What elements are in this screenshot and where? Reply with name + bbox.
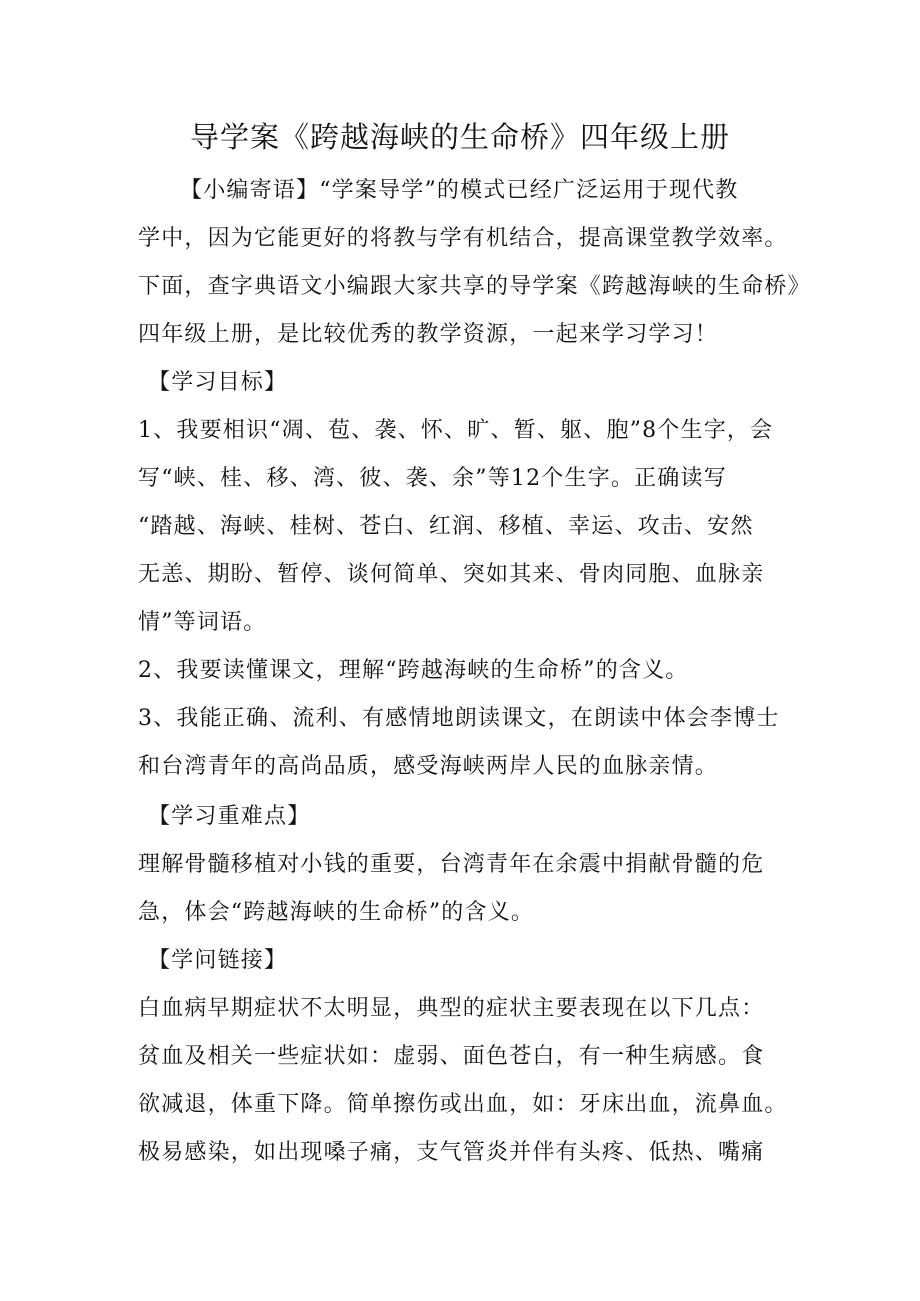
section-heading-key-points: 【学习重难点】: [148, 804, 311, 829]
intro-line-2: 学中，因为它能更好的将教与学有机结合，提高课堂教学效率。: [138, 226, 788, 251]
goals-line-1: 1、我要相识“凋、苞、袭、怀、旷、暂、躯、胞”8个生字，会: [138, 418, 774, 443]
intro-line-1: 【小编寄语】“学案导学”的模式已经广泛运用于现代教: [180, 178, 739, 203]
intro-line-3: 下面，查字典语文小编跟大家共享的导学案《跨越海峡的生命桥》: [138, 274, 811, 299]
knowledge-line-2: 贫血及相关一些症状如：虚弱、面色苍白，有一种生病感。食: [138, 1044, 765, 1069]
goals-line-2: 写“峡、桂、移、湾、彼、袭、余”等12个生字。正确读写: [138, 466, 727, 491]
key-points-line-2: 急，体会“跨越海峡的生命桥”的含义。: [138, 900, 535, 925]
key-points-line-1: 理解骨髓移植对小钱的重要，台湾青年在余震中捐献骨髓的危: [138, 852, 765, 877]
goals-line-8: 和台湾青年的高尚品质，感受海峡两岸人民的血脉亲情。: [138, 754, 719, 779]
goals-line-7: 3、我能正确、流利、有感情地朗读课文，在朗读中体会李博士: [138, 706, 780, 731]
section-heading-goals: 【学习目标】: [148, 370, 288, 395]
intro-line-4: 四年级上册，是比较优秀的教学资源，一起来学习学习！: [138, 322, 719, 347]
knowledge-line-3: 欲减退，体重下降。简单擦伤或出血，如：牙床出血，流鼻血。: [138, 1092, 788, 1117]
knowledge-line-4: 极易感染，如出现嗓子痛，支气管炎并伴有头疼、低热、嘴痛: [138, 1140, 765, 1165]
section-heading-knowledge: 【学问链接】: [148, 948, 288, 973]
goals-line-5: 情”等词语。: [138, 610, 267, 635]
goals-line-3: “踏越、海峡、桂树、苍白、红润、移植、幸运、攻击、安然: [138, 514, 754, 539]
goals-line-4: 无恙、期盼、暂停、谈何简单、突如其来、骨肉同胞、血脉亲: [138, 562, 765, 587]
knowledge-line-1: 白血病早期症状不太明显，典型的症状主要表现在以下几点：: [138, 996, 765, 1021]
document-title: 导学案《跨越海峡的生命桥》四年级上册: [189, 120, 730, 154]
goals-line-6: 2、我要读懂课文，理解“跨越海峡的生命桥”的含义。: [138, 658, 689, 683]
